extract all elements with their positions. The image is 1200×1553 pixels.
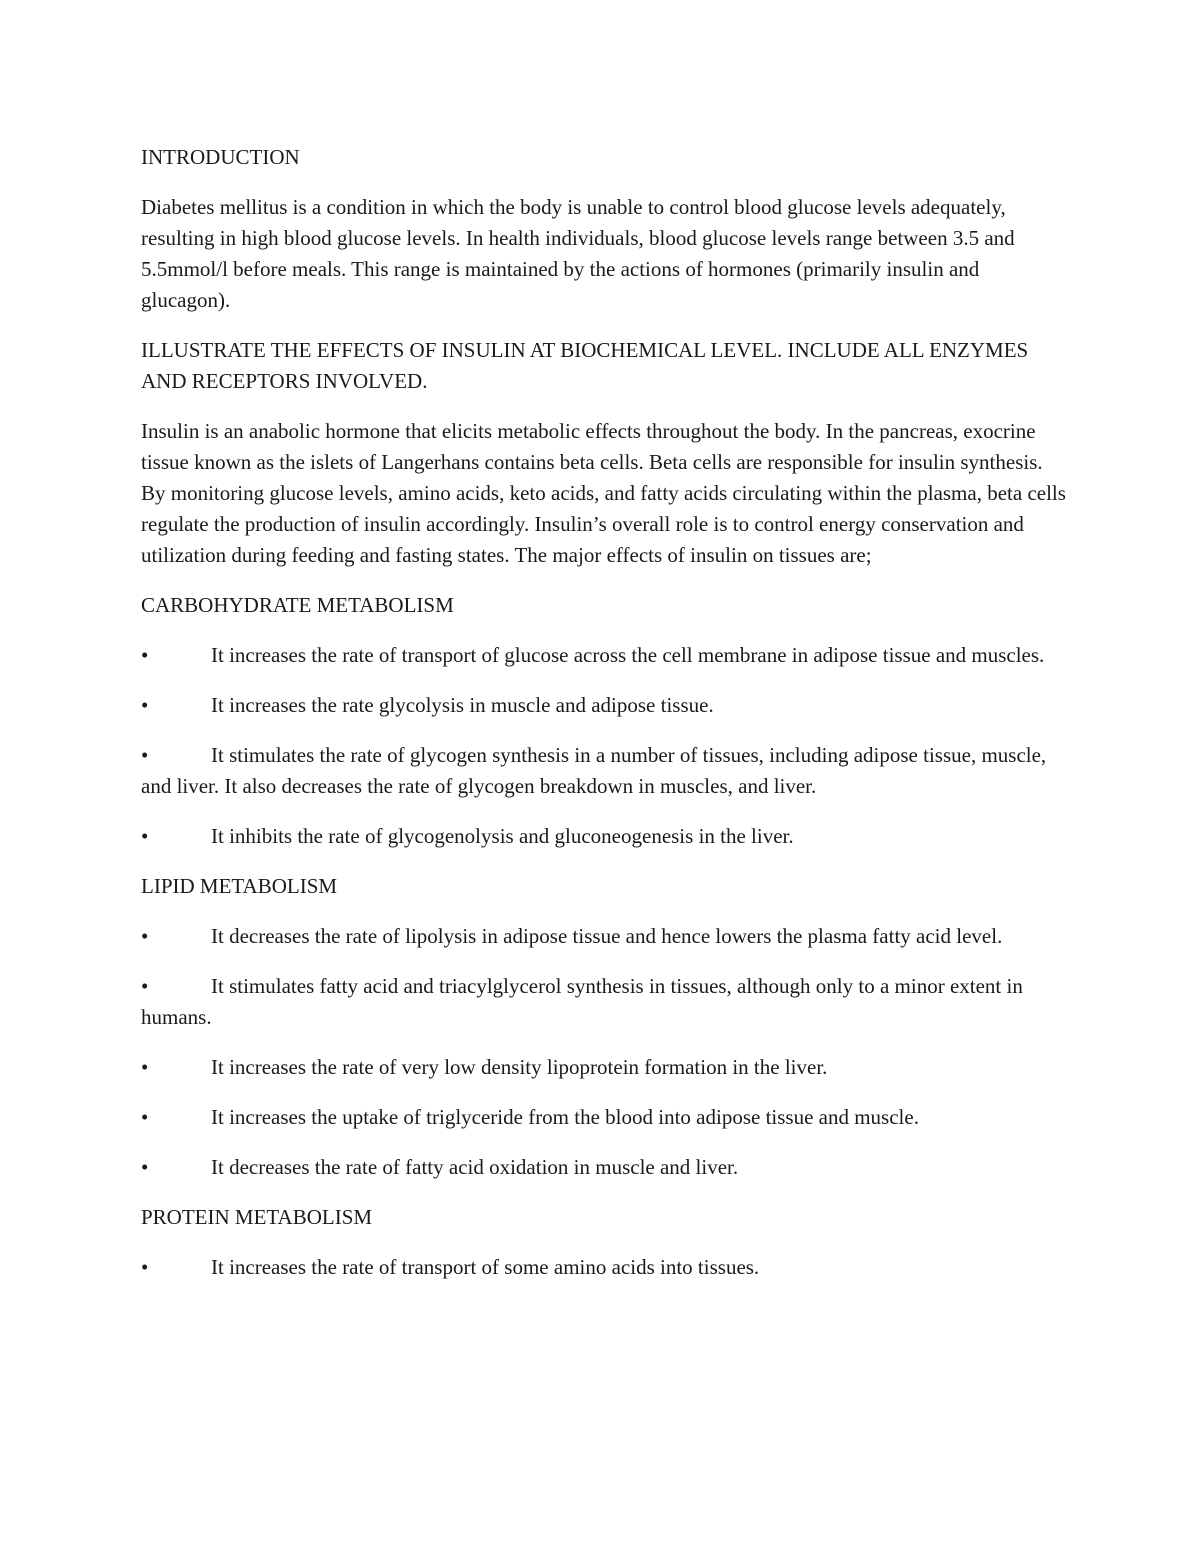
list-item-text: It stimulates the rate of glycogen synthesis in a number of tissues, including adipose tissue, muscle, and liver. It also decreases the rate of glycogen breakdown in muscles, and liver.: [141, 743, 1047, 798]
list-item: [141, 921, 1070, 952]
bullet-icon: •: [141, 743, 149, 767]
list-item-text: It increases the rate glycolysis in muscle and adipose tissue.: [211, 693, 714, 717]
paragraph: Insulin is an anabolic hormone that elicits metabolic effects throughout the body. In the pancreas, exocrine tissue known as the islets of Langerhans contains beta cells. Beta cells are responsible for insulin synthesis. By monitoring glucose levels, amino acids, keto acids, and fatty acids circulating within the plasma, beta cells regulate the production of insulin accordingly. Insulin’s overall role is to control energy conservation and utilization during feeding and fasting states. The major effects of insulin on tissues are;: [141, 419, 1066, 567]
list-item: [141, 740, 1070, 802]
list-item: [141, 1052, 1070, 1083]
list-item: [141, 1102, 1070, 1133]
list-item: [141, 1252, 1070, 1283]
bullet-icon: •: [141, 1255, 149, 1279]
section-heading: INTRODUCTION: [141, 145, 300, 169]
list-item-text: It increases the rate of very low density lipoprotein formation in the liver.: [211, 1055, 828, 1079]
list-item: [141, 640, 1070, 671]
bullet-icon: •: [141, 1105, 149, 1129]
bullet-icon: •: [141, 974, 149, 998]
section-heading: ILLUSTRATE THE EFFECTS OF INSULIN AT BIOCHEMICAL LEVEL. INCLUDE ALL ENZYMES AND RECEPTORS INVOLVED.: [141, 338, 1029, 393]
list-item-text: It increases the rate of transport of glucose across the cell membrane in adipose tissue and muscles.: [211, 643, 1045, 667]
list-item-text: It decreases the rate of fatty acid oxidation in muscle and liver.: [211, 1155, 739, 1179]
list-item-text: It inhibits the rate of glycogenolysis and gluconeogenesis in the liver.: [211, 824, 794, 848]
bullet-icon: •: [141, 693, 149, 717]
bullet-icon: •: [141, 824, 149, 848]
bullet-icon: •: [141, 1155, 149, 1179]
list-item-text: It stimulates fatty acid and triacylglycerol synthesis in tissues, although only to a minor extent in humans.: [141, 974, 1023, 1029]
list-item-text: It decreases the rate of lipolysis in adipose tissue and hence lowers the plasma fatty acid level.: [211, 924, 1003, 948]
bullet-icon: •: [141, 643, 149, 667]
list-item-text: It increases the uptake of triglyceride from the blood into adipose tissue and muscle.: [211, 1105, 919, 1129]
list-item: [141, 971, 1070, 1033]
paragraph: Diabetes mellitus is a condition in which the body is unable to control blood glucose levels adequately, resulting in high blood glucose levels. In health individuals, blood glucose levels range between 3.5 and 5.5mmol/l before meals. This range is maintained by the actions of hormones (primarily insulin and glucagon).: [141, 195, 1015, 312]
section-heading: PROTEIN METABOLISM: [141, 1205, 373, 1229]
list-item: [141, 690, 1070, 721]
bullet-icon: •: [141, 1055, 149, 1079]
bullet-icon: •: [141, 924, 149, 948]
list-item-text: It increases the rate of transport of some amino acids into tissues.: [211, 1255, 760, 1279]
section-heading: LIPID METABOLISM: [141, 874, 338, 898]
list-item: [141, 1152, 1070, 1183]
section-heading: CARBOHYDRATE METABOLISM: [141, 593, 454, 617]
list-item: [141, 821, 1070, 852]
